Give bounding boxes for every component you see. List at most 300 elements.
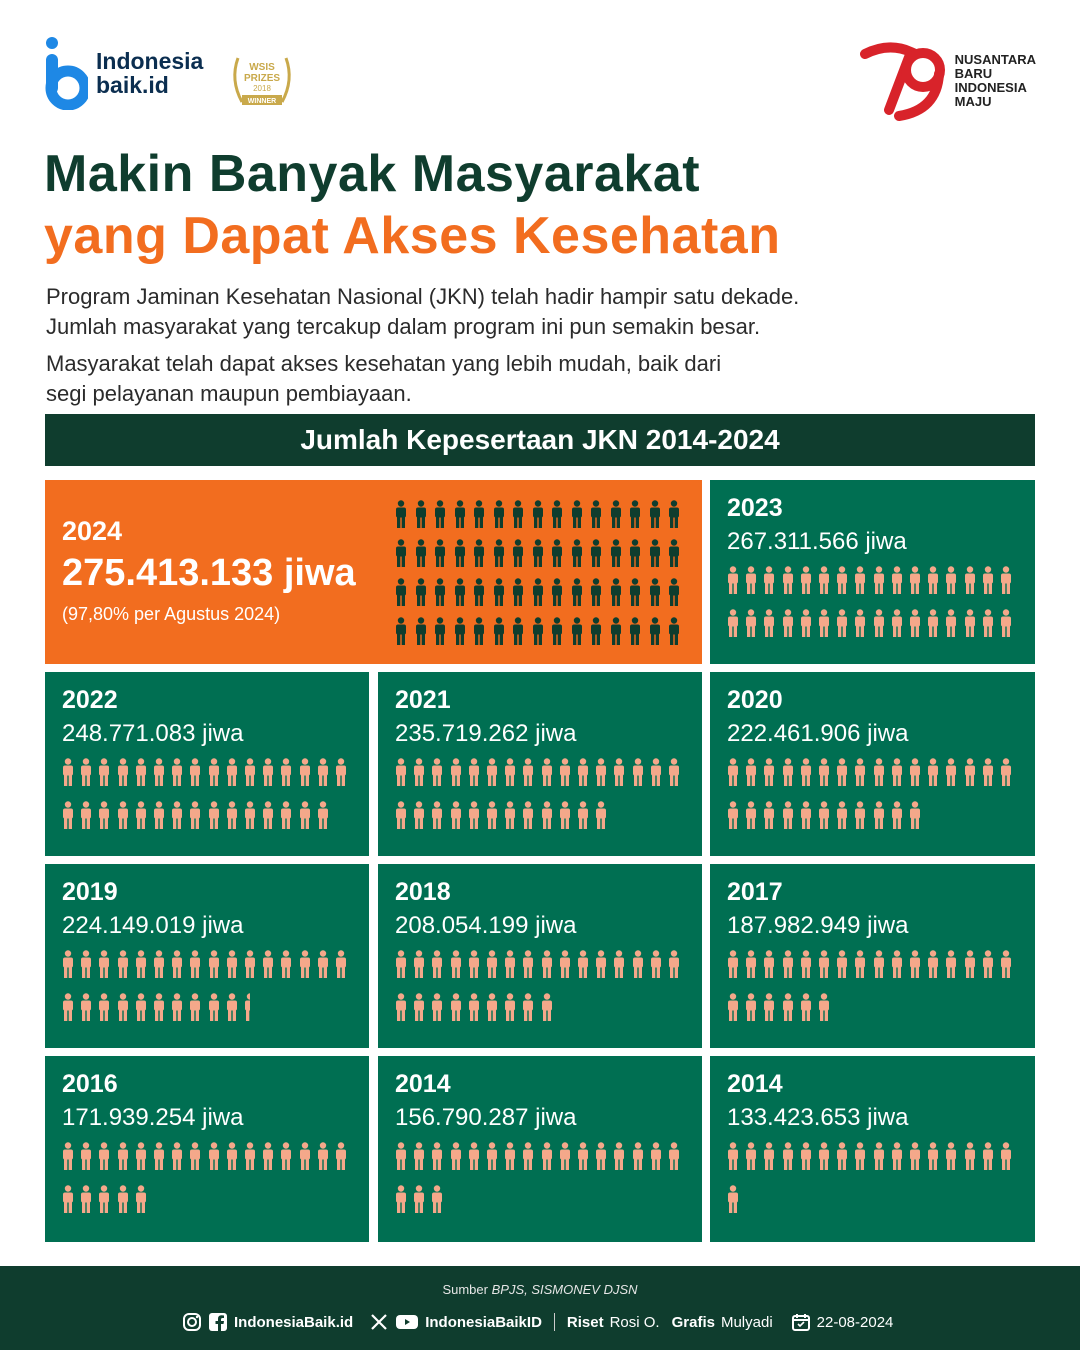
right-logo-line4: MAJU [954,94,992,110]
person-icon [522,1142,534,1175]
intro-paragraph-1 [46,282,946,342]
person-icon [335,950,347,983]
person-icon [1000,758,1012,791]
person-icon [727,801,739,834]
person-icon [590,578,602,611]
person-icon [782,993,794,1026]
person-icon [395,950,407,983]
person-icon [559,950,571,983]
person-icon [395,1185,407,1218]
person-icon [522,950,534,983]
person-icon [854,609,866,642]
person-icon [1000,1142,1012,1175]
person-icon [468,801,480,834]
person-icon [512,539,524,572]
person-icon [854,1142,866,1175]
person-icon [668,1142,680,1175]
card-count: 235.719.262 jiwa [395,720,577,747]
person-icon [782,1142,794,1175]
person-icon [431,1185,443,1218]
person-icon [727,993,739,1026]
person-icon [1000,950,1012,983]
card-count: 222.461.906 jiwa [727,720,909,747]
indonesiabaik-logo [44,36,203,110]
person-icon [613,950,625,983]
person-icon [590,617,602,650]
person-icon [891,609,903,642]
person-icon [945,1142,957,1175]
person-icon [512,500,524,533]
person-icon [413,758,425,791]
person-icon [434,500,446,533]
person-icon [559,758,571,791]
person-icon [927,566,939,599]
person-icon [836,758,848,791]
person-icon [413,993,425,1026]
person-icon [413,950,425,983]
person-icon [945,609,957,642]
person-icon [299,758,311,791]
person-icon [98,758,110,791]
person-icon [818,758,830,791]
person-icon [571,539,583,572]
person-icon [280,950,292,983]
card-year: 2014 [727,1070,783,1098]
membership-card-2022 [45,672,369,856]
person-icon [522,993,534,1026]
person-icon [153,758,165,791]
person-icon [415,500,427,533]
person-icon [559,801,571,834]
person-icon [135,1142,147,1175]
person-icon [610,578,622,611]
intro-paragraph-2 [46,349,946,409]
person-icon [80,1142,92,1175]
person-icon [62,1185,74,1218]
person-icon [226,801,238,834]
person-icon [280,1142,292,1175]
person-icon [450,801,462,834]
person-icon [189,758,201,791]
right-logo-line2: BARU [954,65,993,81]
person-icon [836,801,848,834]
person-icon [745,993,757,1026]
person-icon [431,801,443,834]
person-icon [873,566,885,599]
person-icon [854,801,866,834]
person-icon [454,539,466,572]
person-icon [317,758,329,791]
person-icon [504,758,516,791]
person-icon [800,993,812,1026]
person-icon [668,539,680,572]
card-year: 2024 [62,516,123,546]
membership-card-2014 [378,1056,702,1242]
person-icon [595,1142,607,1175]
person-icon [927,609,939,642]
hut-ri-79-logo [859,40,1036,122]
person-icon [650,950,662,983]
person-icon [473,539,485,572]
person-icon [964,609,976,642]
award-line2: PRIZES [243,73,281,84]
person-icon [800,566,812,599]
person-icon [189,950,201,983]
person-icon [153,950,165,983]
facebook-icon[interactable] [208,1312,228,1332]
source-label: Sumber [442,1282,488,1297]
person-icon [727,950,739,983]
person-icon [395,617,407,650]
person-icon [854,950,866,983]
person-icon [522,758,534,791]
person-icon [262,1142,274,1175]
card-year: 2019 [62,878,118,906]
person-icon [434,578,446,611]
person-icon [117,993,129,1026]
person-icon [208,950,220,983]
card-count: 248.771.083 jiwa [62,720,244,747]
card-count: 187.982.949 jiwa [727,912,909,939]
person-icon [280,801,292,834]
person-icon [226,950,238,983]
person-icon [98,950,110,983]
person-icon [413,1185,425,1218]
person-icon [982,566,994,599]
person-icon [317,950,329,983]
handle-indonesiabaik-id[interactable]: IndonesiaBaik.id [234,1313,354,1331]
person-icon [632,950,644,983]
person-icon [522,801,534,834]
person-icon [1000,609,1012,642]
card-year: 2021 [395,686,451,714]
person-icon [468,950,480,983]
person-icon [468,758,480,791]
person-icon [610,500,622,533]
person-icon [668,617,680,650]
person-icon [909,758,921,791]
membership-card-2018 [378,864,702,1048]
person-icon [668,758,680,791]
person-icon [171,758,183,791]
person-icon [727,566,739,599]
person-icon [909,566,921,599]
person-icon [873,801,885,834]
person-icon [873,950,885,983]
person-icon [854,566,866,599]
person-icon [208,1142,220,1175]
person-icon [945,950,957,983]
person-icon [98,801,110,834]
card-count: 133.423.653 jiwa [727,1104,909,1131]
person-icon [818,1142,830,1175]
person-icon [80,993,92,1026]
page-title-line2: yang Dapat Akses Kesehatan [44,207,781,265]
person-icon [226,993,238,1026]
person-icon [818,950,830,983]
person-icon [244,801,256,834]
award-line3: 2018 [253,84,271,93]
person-icon [473,500,485,533]
intro-p2-line1: Masyarakat telah dapat akses kesehatan yang lebih mudah, baik dari [46,351,722,376]
person-icon [98,993,110,1026]
person-icon [135,801,147,834]
person-icon [117,758,129,791]
card-count: 224.149.019 jiwa [62,912,244,939]
person-icon [964,1142,976,1175]
person-icon [727,1185,739,1218]
person-icon [512,578,524,611]
indonesiabaik-b-icon [44,36,88,110]
person-icon [62,950,74,983]
person-icon [763,609,775,642]
membership-card-2024 [45,480,702,664]
card-count: 171.939.254 jiwa [62,1104,244,1131]
person-icon [595,950,607,983]
handle-indonesiabaikid[interactable]: IndonesiaBaikID [425,1313,542,1331]
person-icon [262,758,274,791]
card-count: 275.413.133 jiwa [62,552,356,594]
card-year: 2017 [727,878,783,906]
person-icon [873,609,885,642]
person-icon [454,578,466,611]
person-icon [244,758,256,791]
page-title-line1: Makin Banyak Masyarakat [44,145,701,203]
intro-p2-line2: segi pelayanan maupun pembiayaan. [46,381,412,406]
person-icon [117,1185,129,1218]
person-icon [800,609,812,642]
person-icon [909,801,921,834]
person-icon [649,500,661,533]
person-icon [226,758,238,791]
person-icon [395,993,407,1026]
person-icon [982,1142,994,1175]
card-count: 267.311.566 jiwa [727,528,907,555]
person-icon [486,801,498,834]
person-icon [571,578,583,611]
person-icon [891,801,903,834]
right-logo-line1: NUSANTARA [954,51,1036,67]
riset-name: Rosi O. [609,1313,660,1331]
person-icon [629,500,641,533]
person-icon [153,993,165,1026]
person-icon [541,801,553,834]
logo-line1: Indonesia [96,47,204,74]
person-icon [317,801,329,834]
person-icon [982,609,994,642]
person-icon [745,801,757,834]
person-icon [434,539,446,572]
person-icon [171,950,183,983]
logo-line2: baik.id [96,72,169,98]
person-icon [493,578,505,611]
person-icon [649,539,661,572]
person-icon [891,566,903,599]
person-icon [80,950,92,983]
card-year: 2018 [395,878,451,906]
person-icon [395,539,407,572]
membership-card-2017 [710,864,1035,1048]
person-icon [171,1142,183,1175]
person-icon [504,993,516,1026]
person-icon [873,758,885,791]
riset-label: Riset [566,1313,604,1331]
person-icon [595,758,607,791]
person-icon [335,1142,347,1175]
person-icon [927,950,939,983]
person-icon [818,801,830,834]
person-icon [434,617,446,650]
person-icon [431,1142,443,1175]
publish-date: 22-08-2024 [816,1313,894,1331]
person-icon [244,950,256,983]
right-logo-line3: INDONESIA [954,80,1027,95]
person-icon [262,801,274,834]
card-year: 2022 [62,686,118,714]
membership-card-2023 [710,480,1035,664]
person-icon [650,758,662,791]
membership-card-2019 [45,864,369,1048]
person-icon [571,617,583,650]
person-icon [486,758,498,791]
person-icon [610,539,622,572]
person-icon [532,500,544,533]
person-icon [493,500,505,533]
person-icon [189,801,201,834]
footer-divider [554,1313,555,1331]
person-icon [782,758,794,791]
person-icon [153,1142,165,1175]
person-icon [226,1142,238,1175]
card-year: 2014 [395,1070,451,1098]
person-icon [454,617,466,650]
person-icon [763,801,775,834]
person-icon [964,566,976,599]
instagram-icon[interactable] [182,1312,202,1332]
person-icon [454,500,466,533]
membership-card-2014 [710,1056,1035,1242]
person-icon [80,1185,92,1218]
person-icon [613,758,625,791]
person-icon [415,578,427,611]
person-icon [577,758,589,791]
award-line1: WSIS [249,62,275,73]
person-icon [450,950,462,983]
person-icon [945,566,957,599]
person-icon [208,993,220,1026]
person-icon [244,993,256,1026]
youtube-icon[interactable] [395,1312,419,1332]
person-icon [909,1142,921,1175]
person-icon [632,1142,644,1175]
person-icon [486,1142,498,1175]
person-icon [745,950,757,983]
person-icon [577,1142,589,1175]
membership-card-2020 [710,672,1035,856]
person-icon [395,578,407,611]
person-icon [98,1142,110,1175]
person-icon [873,1142,885,1175]
person-icon [745,1142,757,1175]
person-icon [891,758,903,791]
section-title: Jumlah Kepesertaan JKN 2014-2024 [45,414,1035,466]
person-icon [171,801,183,834]
person-icon [117,1142,129,1175]
person-icon [208,758,220,791]
person-icon [891,1142,903,1175]
membership-card-2021 [378,672,702,856]
card-count: 208.054.199 jiwa [395,912,577,939]
person-icon [629,539,641,572]
person-icon [727,609,739,642]
person-icon [650,1142,662,1175]
person-icon [818,609,830,642]
person-icon [800,801,812,834]
person-icon [171,993,183,1026]
person-icon [395,1142,407,1175]
person-icon [745,609,757,642]
person-icon [982,758,994,791]
person-icon [431,993,443,1026]
person-icon [763,758,775,791]
person-icon [891,950,903,983]
award-line4: WINNER [247,98,277,105]
person-icon [629,617,641,650]
wsis-award-badge [228,50,296,116]
x-icon[interactable] [369,1312,389,1332]
person-icon [450,1142,462,1175]
person-icon [927,1142,939,1175]
grafis-label: Grafis [671,1313,715,1331]
person-icon [649,617,661,650]
person-icon [909,609,921,642]
person-icon [964,758,976,791]
person-icon [117,801,129,834]
person-icon [541,993,553,1026]
person-icon [299,801,311,834]
person-icon [208,801,220,834]
person-icon [532,539,544,572]
person-icon [493,617,505,650]
person-icon [468,1142,480,1175]
person-icon [818,566,830,599]
person-icon [668,500,680,533]
person-icon [668,578,680,611]
person-icon [504,950,516,983]
person-icon [135,950,147,983]
person-icon [800,1142,812,1175]
person-icon [413,1142,425,1175]
footer-credits [182,1310,893,1334]
person-icon [745,566,757,599]
person-icon [450,758,462,791]
person-icon [541,950,553,983]
card-note: (97,80% per Agustus 2024) [62,604,281,624]
person-icon [541,1142,553,1175]
person-icon [493,539,505,572]
person-icon [927,758,939,791]
person-icon [836,1142,848,1175]
person-icon [836,950,848,983]
person-icon [610,617,622,650]
person-icon [486,950,498,983]
person-icon [504,801,516,834]
person-icon [595,801,607,834]
calendar-icon [791,1312,811,1332]
person-icon [551,500,563,533]
person-icon [244,1142,256,1175]
person-icon [262,950,274,983]
